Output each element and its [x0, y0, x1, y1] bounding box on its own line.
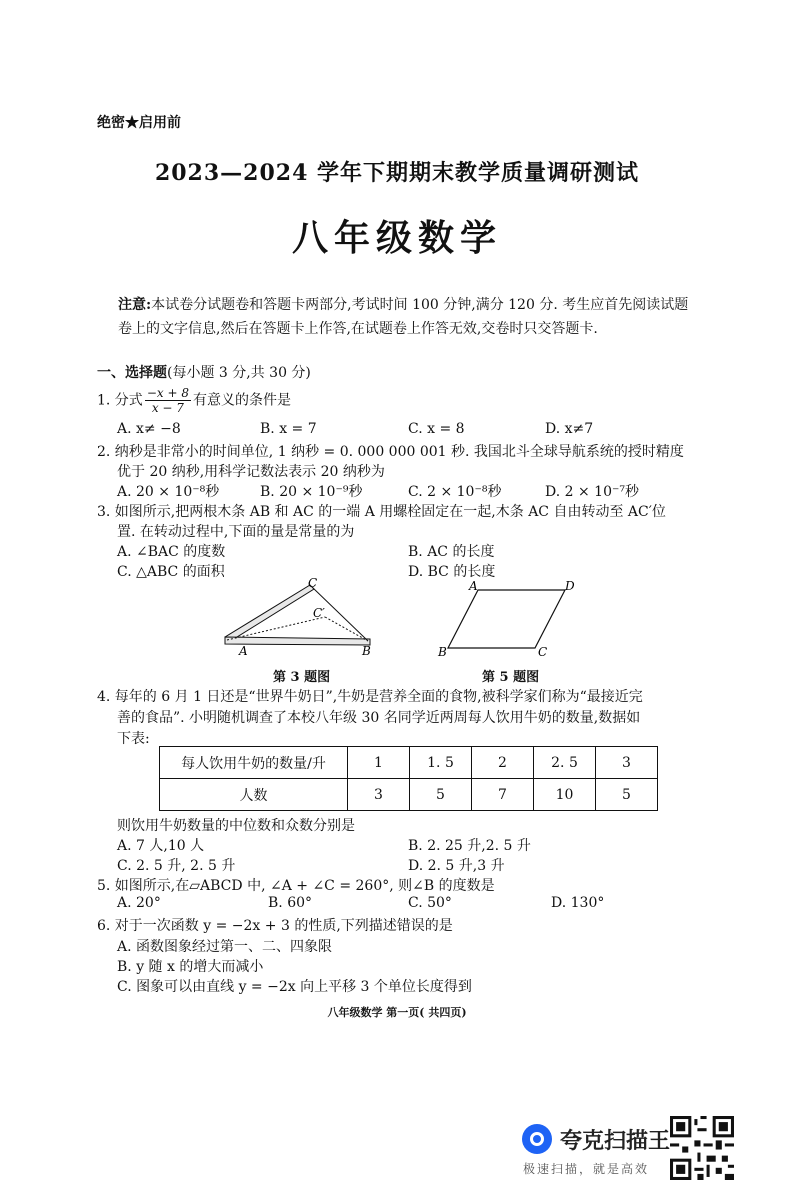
table-cell: 1: [348, 747, 410, 779]
figure-3: [215, 575, 385, 657]
q3-line1: 3. 如图所示,把两根木条 AB 和 AC 的一端 A 用螺栓固定在一起,木条 AC 自由转动至 AC′位: [97, 504, 666, 520]
q1-stem: [97, 386, 291, 415]
q5-line1: 5. 如图所示,在▱ABCD 中, ∠A + ∠C = 260°, 则∠B 的度数是: [97, 878, 495, 894]
q1-post: 有意义的条件是: [192, 392, 291, 409]
q1-fraction: [145, 386, 191, 415]
q2-option-c: C. 2 × 10⁻⁸秒: [408, 484, 502, 500]
subject-title: 八年级数学: [291, 217, 502, 259]
q5-option-c: C. 50°: [408, 895, 452, 911]
table-cell: 10: [534, 779, 596, 811]
figure-5: [435, 578, 585, 658]
qr-code-icon: [670, 1116, 734, 1180]
table-cell: 2. 5: [534, 747, 596, 779]
fig5-label-c: C: [538, 645, 548, 658]
q2-option-b: B. 20 × 10⁻⁹秒: [260, 484, 363, 500]
q5-option-d: D. 130°: [551, 895, 605, 911]
fig5-caption: 第 5 题图: [482, 670, 540, 685]
scanner-logo-icon: [522, 1124, 552, 1154]
fig3-label-c-prime: C′: [313, 606, 325, 620]
q4-option-b: B. 2. 25 升,2. 5 升: [408, 838, 531, 854]
table-cell: 1. 5: [410, 747, 472, 779]
q4-line1: 4. 每年的 6 月 1 日还是“世界牛奶日”,牛奶是营养全面的食物,被科学家们称为“最接近完: [97, 689, 643, 705]
q1-option-d: D. x≠7: [545, 421, 594, 437]
fig5-parallelogram: [448, 590, 565, 648]
q3-option-c: C. △ABC 的面积: [117, 564, 225, 580]
q3-line2: 置. 在转动过程中,下面的量是常量的为: [117, 524, 355, 540]
q4-option-d: D. 2. 5 升,3 升: [408, 858, 505, 874]
fig5-label-d: D: [565, 579, 575, 593]
section-title: 一、选择题: [97, 365, 167, 381]
q6-option-c: C. 图象可以由直线 y = −2x 向上平移 3 个单位长度得到: [117, 979, 472, 995]
q4-data-table: [159, 746, 658, 811]
q6-line1: 6. 对于一次函数 y = −2x + 3 的性质,下列描述错误的是: [97, 918, 453, 934]
q5-option-a: A. 20°: [117, 895, 161, 911]
confidential-label: 绝密★启用前: [97, 115, 181, 131]
fig3-label-c: C: [308, 576, 318, 590]
fig5-label-a: A: [469, 579, 478, 593]
table-cell: 5: [596, 779, 658, 811]
q2-option-d: D. 2 × 10⁻⁷秒: [545, 484, 639, 500]
q4-after: 则饮用牛奶数量的中位数和众数分别是: [117, 818, 355, 834]
fig3-label-b: B: [362, 644, 371, 657]
table-cell: 3: [596, 747, 658, 779]
q3-option-b: B. AC 的长度: [408, 544, 495, 560]
table-cell: 7: [472, 779, 534, 811]
scanner-slogan: 极速扫描，就是高效: [523, 1162, 650, 1176]
q3-option-a: A. ∠BAC 的度数: [117, 544, 226, 560]
q4-line3: 下表:: [117, 731, 150, 747]
q4-option-a: A. 7 人,10 人: [117, 838, 205, 854]
table-cell: 人数: [160, 779, 348, 811]
q1-pre: 1. 分式: [97, 392, 143, 409]
table-cell: 5: [410, 779, 472, 811]
table-row: [160, 747, 658, 779]
notice-label: 注意:: [118, 297, 152, 313]
fig3-label-a: A: [239, 644, 248, 657]
table-cell: 2: [472, 747, 534, 779]
table-cell: 3: [348, 779, 410, 811]
table-row: [160, 779, 658, 811]
q5-option-b: B. 60°: [268, 895, 313, 911]
q2-line2: 优于 20 纳秒,用科学记数法表示 20 纳秒为: [117, 464, 385, 480]
table-cell: 每人饮用牛奶的数量/升: [160, 747, 348, 779]
q1-option-a: A. x≠ −8: [117, 421, 181, 437]
q2-line1: 2. 纳秒是非常小的时间单位, 1 纳秒 = 0. 000 000 001 秒. 我国北斗全球导航系统的授时精度: [97, 444, 684, 460]
q4-option-c: C. 2. 5 升, 2. 5 升: [117, 858, 236, 874]
exam-title: 2023—2024 学年下期期末教学质量调研测试: [154, 160, 640, 186]
page-footer: 八年级数学 第一页( 共四页): [327, 1006, 467, 1019]
q1-option-b: B. x = 7: [260, 421, 317, 437]
scanner-brand-name: 夸克扫描王: [560, 1129, 671, 1154]
notice: [118, 293, 698, 341]
fig3-stick-ac: [225, 585, 314, 642]
notice-text: 本试卷分试题卷和答题卡两部分,考试时间 100 分钟,满分 120 分. 考生应首先阅读试题卷上的文字信息,然后在答题卡上作答,在试题卷上作答无效,交卷时只交答题卡.: [118, 297, 689, 337]
fig5-label-b: B: [438, 645, 447, 658]
q1-numerator: −x + 8: [146, 386, 189, 400]
q3-option-d: D. BC 的长度: [408, 564, 496, 580]
fig3-caption: 第 3 题图: [273, 670, 331, 685]
q4-line2: 善的食品”. 小明随机调查了本校八年级 30 名同学近两周每人饮用牛奶的数量,数据如: [117, 710, 641, 726]
q2-option-a: A. 20 × 10⁻⁸秒: [117, 484, 220, 500]
q1-denominator: x − 7: [151, 401, 184, 415]
section-score: (每小题 3 分,共 30 分): [167, 365, 311, 381]
q6-option-b: B. y 随 x 的增大而减小: [117, 959, 264, 975]
q1-option-c: C. x = 8: [408, 421, 465, 437]
section-heading: [97, 362, 311, 382]
q6-option-a: A. 函数图象经过第一、二、四象限: [117, 939, 333, 955]
